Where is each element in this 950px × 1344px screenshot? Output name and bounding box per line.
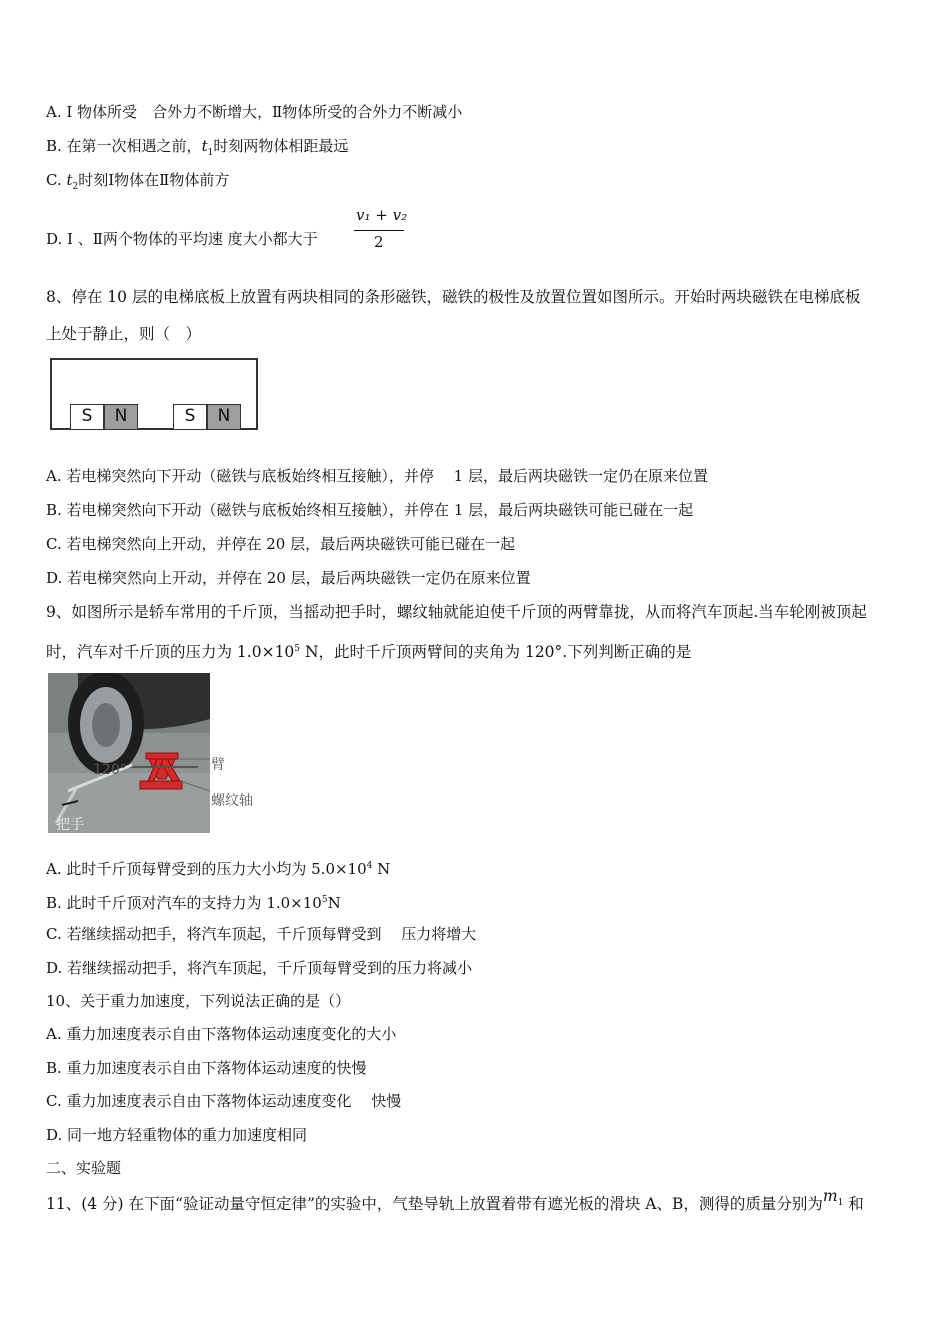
q7-option-c-var: t xyxy=(66,171,73,189)
jack-arm-label: 臂 xyxy=(211,757,225,773)
q10-option-a: A. 重力加速度表示自由下落物体运动速度变化的大小 xyxy=(46,1025,397,1043)
q9-option-a-post: N xyxy=(372,860,391,878)
q7-option-b xyxy=(46,136,348,163)
magnet2-south-pole: S xyxy=(173,404,207,430)
q7-option-b-var: t xyxy=(201,137,208,155)
q8-stem-line1: 8、停在 10 层的电梯底板上放置有两块相同的条形磁铁，磁铁的极性及放置位置如图所示。开始时两块磁铁在电梯底板 xyxy=(46,288,861,306)
car-jack-photo xyxy=(48,673,210,833)
q7-option-c-pre: C. xyxy=(46,171,67,189)
q7-option-c-post: 时刻Ⅰ物体在Ⅱ物体前方 xyxy=(78,171,230,189)
fraction-numerator: v₁ + v₂ xyxy=(356,206,408,224)
fraction-bar xyxy=(354,230,404,231)
q7-option-b-post: 时刻两物体相距最远 xyxy=(213,137,349,155)
q7-option-c xyxy=(46,170,229,197)
q9-option-a-sup: 4 xyxy=(366,861,373,871)
q11-stem-post: 和 xyxy=(843,1195,864,1213)
magnet2-north-pole: N xyxy=(207,404,241,430)
q10-option-b: B. 重力加速度表示自由下落物体运动速度的快慢 xyxy=(46,1059,367,1077)
q11-stem-sub: 1 xyxy=(837,1198,844,1209)
jack-handle-label: 把手 xyxy=(56,817,84,833)
q9-option-b-pre: B. 此时千斤顶对汽车的支持力为 1.0×10 xyxy=(46,894,322,912)
q9-option-c: C. 若继续摇动把手，将汽车顶起，千斤顶每臂受到 压力将增大 xyxy=(46,925,477,943)
q8-option-b: B. 若电梯突然向下开动（磁铁与底板始终相互接触），并停在 1 层，最后两块磁铁可能已碰在一起 xyxy=(46,501,694,519)
q9-stem-line2-pre: 时，汽车对千斤顶的压力为 1.0×10 xyxy=(46,643,295,662)
q9-option-a xyxy=(46,856,390,879)
q10-option-c: C. 重力加速度表示自由下落物体运动速度变化 快慢 xyxy=(46,1092,402,1110)
q11-stem-pre: 11、(4 分) 在下面“验证动量守恒定律”的实验中，气垫导轨上放置着带有遮光板的滑块 A、B，测得的质量分别为 xyxy=(46,1195,823,1213)
q8-option-a: A. 若电梯突然向下开动（磁铁与底板始终相互接触），并停 1 层，最后两块磁铁一定仍在原来位置 xyxy=(46,467,708,485)
q9-option-d: D. 若继续摇动把手，将汽车顶起，千斤顶每臂受到的压力将减小 xyxy=(46,959,473,977)
q7-option-d-fraction xyxy=(352,206,406,252)
q11-stem xyxy=(46,1187,864,1221)
fraction-denominator: 2 xyxy=(374,233,384,251)
magnet1-north-pole: N xyxy=(104,404,138,430)
q9-option-b xyxy=(46,890,341,913)
q8-option-c: C. 若电梯突然向上开动，并停在 20 层，最后两块磁铁可能已碰在一起 xyxy=(46,535,516,553)
q9-stem-line1: 9、如图所示是轿车常用的千斤顶，当摇动把手时，螺纹轴就能迫使千斤顶的两臂靠拢，从而将汽车顶起.当车轮刚被顶起 xyxy=(46,603,867,621)
q7-option-c-sub: 2 xyxy=(72,182,79,192)
q7-option-b-sub: 1 xyxy=(207,148,214,158)
jack-angle-label: 120° xyxy=(93,762,127,778)
q11-stem-var: m xyxy=(822,1187,838,1205)
section-title: 二、实验题 xyxy=(46,1159,122,1177)
q9-stem-line2-post: N，此时千斤顶两臂间的夹角为 120°.下列判断正确的是 xyxy=(300,643,692,662)
q9-stem-line2 xyxy=(46,639,691,662)
q9-option-b-sup: 5 xyxy=(321,895,328,905)
q10-stem: 10、关于重力加速度，下列说法正确的是（） xyxy=(46,992,351,1010)
q7-option-b-pre: B. 在第一次相遇之前， xyxy=(46,137,202,155)
q8-stem-line2: 上处于静止，则（ ） xyxy=(46,325,202,343)
q10-option-d: D. 同一地方轻重物体的重力加速度相同 xyxy=(46,1126,308,1144)
q7-option-d: D. Ⅰ 、Ⅱ两个物体的平均速 度大小都大于 xyxy=(46,230,318,248)
q8-option-d: D. 若电梯突然向上开动，并停在 20 层，最后两块磁铁一定仍在原来位置 xyxy=(46,569,531,587)
q9-option-b-post: N xyxy=(327,894,341,912)
q7-option-a: A. Ⅰ 物体所受 合外力不断增大，Ⅱ物体所受的合外力不断减小 xyxy=(46,103,463,121)
magnet1-south-pole: S xyxy=(70,404,104,430)
q9-stem-line2-sup: 5 xyxy=(294,644,301,654)
jack-screw-label: 螺纹轴 xyxy=(211,793,253,809)
q9-option-a-pre: A. 此时千斤顶每臂受到的压力大小均为 5.0×10 xyxy=(46,860,367,878)
